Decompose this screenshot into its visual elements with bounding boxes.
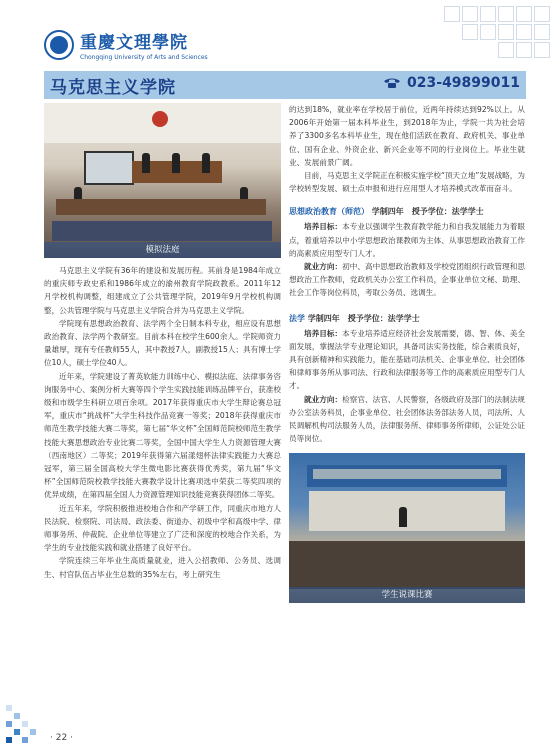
major-goal: 培养目标：本专业以强调学生教育教学能力和自我发展能力为着眼点，着重培养以中小学思想政治课教师为主体、从事思想政治教育工作的高素质应用型专门人才。 [289,222,525,258]
employment-continued-paragraph: 的达到18%，就业率在学校居于前位，近两年持续达到92%以上。从2006年开始第一届本科毕业生，到2018年为止，学院一共为社会培养了3300多名本科毕业生，现在他们活跃在教育、政府机关、事业单位、国有企业、外资企业、新兴企业等不同的行业岗位上。毕业生就业、发展前景广阔。 [289,105,525,167]
major-heading-law [289,312,525,325]
major-name: 法学 [289,313,305,323]
photo-caption: 学生说课比赛 [289,587,525,603]
page-header [0,0,550,68]
logo-english-name: Chongqing University of Arts and Sciences [80,54,208,61]
intro-paragraph: 马克思主义学院有36年的建设和发展历程。其前身是1984年成立的重庆师专政史系和1986年成立的渝州教育学院政教系。2011年12月学校机构调整，组建成立了公共管理学院，2019年9月学校机构调整，公共管理学院与马克思主义学院合并为马克思主义学院。 [44,266,281,315]
major-heading-politics [289,205,525,218]
right-column [289,103,525,603]
page-number: · 22 · [50,733,73,743]
major-jobs: 就业方向：检察官、法官、人民警察，各级政府及部门的法制法规办公室法务科员，企事业单位、社会团体法务部法务人员，司法所、人民调解机构司法服务人员，法律服务所、律师事务所律师，公证处公证员等岗位。 [289,394,525,444]
logo-chinese-name: 重慶文理學院 [80,33,188,53]
left-column [44,103,281,581]
major-detail: 学制四年 授予学位：法学学士 [307,313,420,323]
employment-paragraph: 学院连续三年毕业生高质量就业，进入公招教师、公务员、选调生、村官队伍占毕业生总数的35%左右，考上研究生 [44,556,281,579]
teaching-contest-photo [289,453,525,603]
header-decoration [440,0,550,68]
university-seal-icon [44,30,74,60]
photo-caption: 模拟法庭 [44,242,281,258]
major-goal: 培养目标：本专业培养适应经济社会发展需要，德、智、体、美全面发展，掌握法学专业理论知识，具备司法实务技能，综合素质良好，具有创新精神和实践能力，能在基础司法机关、企事业单位、社会团体和律师事务所从事司法、行政和法律服务等工作的高素质应用型专门人才。 [289,328,525,391]
college-title: 马克思主义学院 [50,78,176,98]
page-footer [0,691,550,751]
major-jobs: 就业方向：初中、高中思想政治教师及学校党团组织行政管理和思想政治工作教师，党政机关办公室工作科员，企事业单位文秘、助理、社会工作等岗位科员，考取公务员、选调生。 [289,262,525,298]
major-name: 思想政治教育（师范） [289,207,369,217]
phone-contact [383,75,520,91]
phone-number: 023-49899011 [407,75,520,91]
achievements-paragraph: 近年来，学院建设了菁英软能力训练中心、模拟法庭、法律事务咨询服务中心、案例分析大赛等四个学生实践技能训练品牌平台，获准校级和市级学生科研立项百余项。2017年获得重庆市大学生辩论赛总冠军，重庆市“挑战杯”大学生科技作品竞赛一等奖；2018年获得重庆市师范生教学技能大赛二等奖，第七届“华文杯”全国师范院校师范生教学技能大赛思想政治专业比赛二等奖，全国中国大学生人力资源管理大赛（西南地区）二等奖；2019年获得第六届漾翅杯法律实践能力大赛总冠军，第三届全国高校大学生微电影比赛获得优秀奖，第九届“华文杯”全国师范院校教学技能大赛教学设计比赛项选中荣获二等奖四项的优异成绩，在第四届全国人力资源管理知识技能竞赛获得团体二等奖。 [44,371,281,500]
national-emblem-icon [152,111,168,127]
cooperation-paragraph: 近五年来，学院积极推进校地合作和产学研工作，同重庆市地方人民法院、检察院、司法局、政法委、街道办、初级中学和高级中学、律师事务所、仲裁院、企业单位等建立了广泛和深度的校地合作关系，为学生的专业技能实践和就业搭建了良好平台。 [44,503,281,553]
faculty-paragraph: 学院现有思想政治教育、法学两个全日制本科专业，相应设有思想政治教育、法学两个教研室。目前本科在校学生600余人。学院师资力量雄厚，现有专任教师55人，其中教授7人，副教授15人；具有博士学位10人，硕士学位40人。 [44,318,281,368]
university-logo [44,28,208,61]
moot-court-photo [44,103,281,258]
major-detail: 学制四年 授予学位：法学学士 [371,207,484,217]
strategy-paragraph: 目前，马克思主义学院正在积极实施学校“顶天立地”发展战略，为学校转型发展、硕士点申报和进行应用型人才培养模式改革而奋斗。 [289,171,525,194]
phone-icon [383,77,401,89]
